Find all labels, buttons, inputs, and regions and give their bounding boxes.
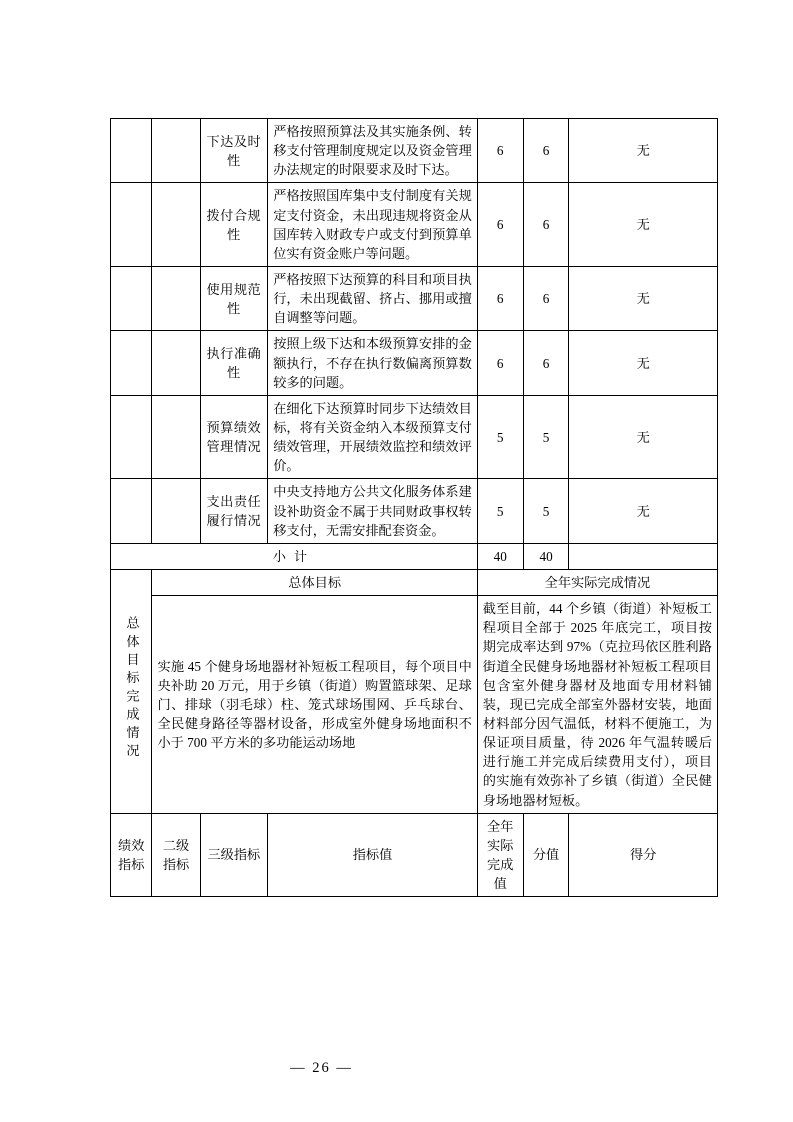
page-number-text: — 26 — (290, 1060, 353, 1076)
second-level-spacer-cell (152, 479, 200, 543)
criteria-description: 严格按照预算法及其实施条例、转移支付管理制度规定以及资金管理办法规定的时限要求及时下达。 (268, 119, 478, 183)
criteria-remark: 无 (569, 119, 718, 183)
overall-actual-header: 全年实际完成情况 (477, 569, 717, 595)
criteria-score: 6 (523, 119, 569, 183)
left-spacer-cell (111, 183, 152, 267)
page-number (0, 1060, 793, 1077)
criteria-description: 中央支持地方公共文化服务体系建设补助资金不属于共同财政事权转移支付，无需安排配套资金。 (268, 479, 478, 543)
table-row (111, 331, 718, 395)
header-annual-actual-value: 全年实际完成值 (477, 813, 523, 897)
criteria-remark: 无 (569, 395, 718, 479)
overall-goal-text: 实施 45 个健身场地器材补短板工程项目，每个项目中央补助 20 万元，用于乡镇（街道）购置篮球架、足球门、排球（羽毛球）柱、笼式球场围网、乒乓球台、全民健身路径等器材设备，形成室外健身场地面积不小于 700 平方米的多功能运动场地 (152, 596, 477, 814)
criteria-score: 5 (523, 395, 569, 479)
subtotal-score: 40 (523, 543, 569, 569)
criteria-score: 6 (523, 266, 569, 330)
second-level-spacer-cell (152, 395, 200, 479)
criteria-value: 5 (477, 395, 523, 479)
criteria-name: 预算绩效管理情况 (200, 395, 268, 479)
header-performance-indicator: 绩效指标 (111, 813, 152, 897)
criteria-value: 6 (477, 266, 523, 330)
subtotal-remark (569, 543, 718, 569)
criteria-description: 在细化下达预算时同步下达绩效目标，将有关资金纳入本级预算支付绩效管理，开展绩效监控和绩效评价。 (268, 395, 478, 479)
criteria-value: 6 (477, 331, 523, 395)
left-spacer-cell (111, 266, 152, 330)
overall-goal-header: 总体目标 (152, 569, 477, 595)
criteria-remark: 无 (569, 479, 718, 543)
criteria-name: 下达及时性 (200, 119, 268, 183)
header-indicator-value: 指标值 (268, 813, 478, 897)
criteria-name: 支出责任履行情况 (200, 479, 268, 543)
header-earned-score: 得分 (569, 813, 718, 897)
left-spacer-cell (111, 119, 152, 183)
table-row (111, 479, 718, 543)
left-spacer-cell (111, 395, 152, 479)
criteria-value: 6 (477, 183, 523, 267)
table-row (111, 395, 718, 479)
criteria-score: 6 (523, 331, 569, 395)
header-second-level-indicator: 二级指标 (152, 813, 200, 897)
criteria-name: 执行准确性 (200, 331, 268, 395)
performance-table (110, 118, 718, 897)
criteria-remark: 无 (569, 183, 718, 267)
subtotal-value: 40 (477, 543, 523, 569)
criteria-name: 拨付合规性 (200, 183, 268, 267)
criteria-name: 使用规范性 (200, 266, 268, 330)
overall-content-row (111, 596, 718, 814)
criteria-description: 严格按照国库集中支付制度有关规定支付资金，未出现违规将资金从国库转入财政专户或支付到预算单位实有资金账户等问题。 (268, 183, 478, 267)
left-spacer-cell (111, 331, 152, 395)
criteria-description: 按照上级下达和本级预算安排的金额执行，不存在执行数偏离预算数较多的问题。 (268, 331, 478, 395)
second-level-spacer-cell (152, 183, 200, 267)
table-row (111, 119, 718, 183)
criteria-remark: 无 (569, 266, 718, 330)
criteria-value: 5 (477, 479, 523, 543)
table-row (111, 183, 718, 267)
overall-actual-text: 截至目前，44 个乡镇（街道）补短板工程项目全部于 2025 年底完工，项目按期完成率达到 97%（克拉玛依区胜利路街道全民健身场地器材补短板工程项目包含室外健身器材及地面专用材料铺装，现已完成全部室外器材安装，地面材料部分因气温低，材料不便施工，为保证项目质量，待 2026 年气温转暖后进行施工并完成后续费用支付），项目的实施有效弥补了乡镇（街道）全民健身场地器材短板。 (477, 596, 717, 814)
criteria-description: 严格按照下达预算的科目和项目执行，未出现截留、挤占、挪用或擅自调整等问题。 (268, 266, 478, 330)
overall-section-label-text: 总体目标完成情况 (124, 615, 140, 762)
criteria-score: 5 (523, 479, 569, 543)
second-level-spacer-cell (152, 331, 200, 395)
criteria-value: 6 (477, 119, 523, 183)
second-level-spacer-cell (152, 266, 200, 330)
subtotal-row (111, 543, 718, 569)
bottom-header-row (111, 813, 718, 897)
overall-section-label (111, 569, 152, 813)
table-row (111, 266, 718, 330)
left-spacer-cell (111, 479, 152, 543)
second-level-spacer-cell (152, 119, 200, 183)
header-third-level-indicator: 三级指标 (200, 813, 268, 897)
criteria-remark: 无 (569, 331, 718, 395)
criteria-score: 6 (523, 183, 569, 267)
header-score-value: 分值 (523, 813, 569, 897)
subtotal-label: 小计 (111, 543, 478, 569)
overall-header-row (111, 569, 718, 595)
